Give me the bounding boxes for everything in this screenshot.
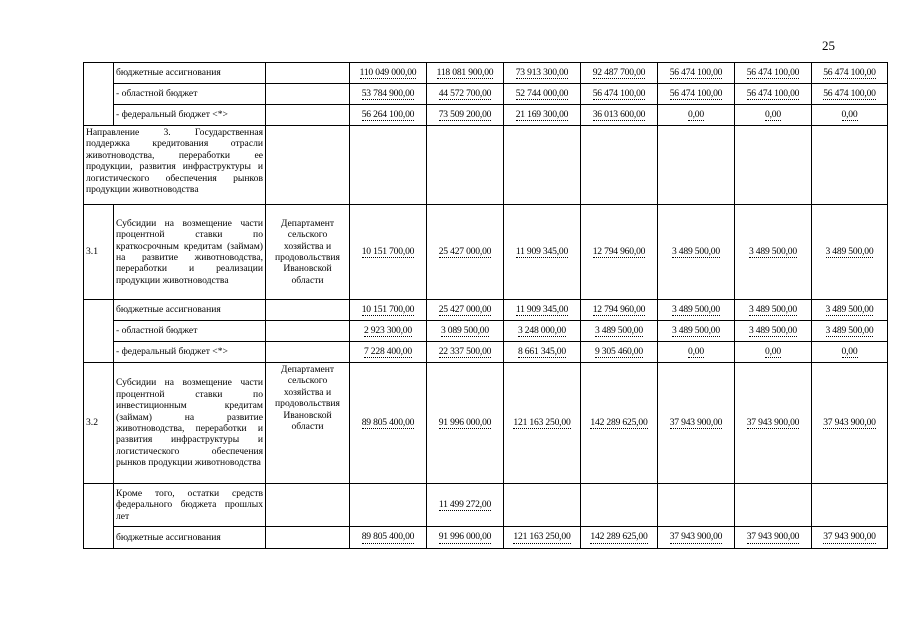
value-cell: 121 163 250,00 bbox=[504, 363, 581, 484]
value-cell: 0,00 bbox=[735, 105, 812, 126]
value-cell: 37 943 900,00 bbox=[812, 363, 888, 484]
table-row bbox=[84, 342, 888, 363]
value-cell bbox=[504, 126, 581, 205]
executor-cell bbox=[266, 300, 350, 321]
table-row bbox=[84, 300, 888, 321]
value-cell: 92 487 700,00 bbox=[581, 63, 658, 84]
value-cell: 21 169 300,00 bbox=[504, 105, 581, 126]
value-cell: 0,00 bbox=[658, 105, 735, 126]
value-cell: 91 996 000,00 bbox=[427, 527, 504, 549]
value-cell: 3 248 000,00 bbox=[504, 321, 581, 342]
value-cell: 91 996 000,00 bbox=[427, 363, 504, 484]
table-row bbox=[84, 484, 888, 527]
table-row bbox=[84, 84, 888, 105]
value-cell: 10 151 700,00 bbox=[350, 205, 427, 300]
row-label: - областной бюджет bbox=[114, 321, 266, 342]
executor-cell bbox=[266, 484, 350, 527]
row-label: бюджетные ассигнования bbox=[114, 527, 266, 549]
value-cell: 0,00 bbox=[812, 342, 888, 363]
value-cell: 10 151 700,00 bbox=[350, 300, 427, 321]
table-row bbox=[84, 63, 888, 84]
table-row bbox=[84, 321, 888, 342]
value-cell: 56 474 100,00 bbox=[735, 63, 812, 84]
executor-cell bbox=[266, 126, 350, 205]
value-cell: 11 909 345,00 bbox=[504, 205, 581, 300]
executor-cell bbox=[266, 84, 350, 105]
row-label: - федеральный бюджет <*> bbox=[114, 342, 266, 363]
row-label: Субсидии на возмещение части процентной ставки по инвестиционным кредитам (займам) на развитие животноводства, переработки и развития инфраструктуры и логистического обеспечения рынков продукции животноводства bbox=[114, 363, 266, 484]
executor-cell bbox=[266, 527, 350, 549]
value-cell: 118 081 900,00 bbox=[427, 63, 504, 84]
value-cell: 73 509 200,00 bbox=[427, 105, 504, 126]
direction-row bbox=[84, 126, 888, 205]
table-row bbox=[84, 105, 888, 126]
value-cell bbox=[735, 484, 812, 527]
value-cell: 89 805 400,00 bbox=[350, 527, 427, 549]
value-cell: 12 794 960,00 bbox=[581, 205, 658, 300]
value-cell: 89 805 400,00 bbox=[350, 363, 427, 484]
row-label: Субсидии на возмещение части процентной ставки по краткосрочным кредитам (займам) на развитие животноводства, переработки и реализации продукции животноводства bbox=[114, 205, 266, 300]
table-row bbox=[84, 527, 888, 549]
row-label: - областной бюджет bbox=[114, 84, 266, 105]
value-cell bbox=[350, 126, 427, 205]
value-cell bbox=[581, 126, 658, 205]
table-row bbox=[84, 363, 888, 484]
value-cell: 3 089 500,00 bbox=[427, 321, 504, 342]
row-index: 3.2 bbox=[84, 363, 114, 484]
value-cell: 52 744 000,00 bbox=[504, 84, 581, 105]
value-cell: 142 289 625,00 bbox=[581, 527, 658, 549]
direction-label: Направление 3. Государственная поддержка кредитования отрасли животноводства, переработки ее продукции, развития инфраструктуры и логистического обеспечения рынков продукции животноводства bbox=[84, 126, 266, 205]
value-cell: 56 474 100,00 bbox=[658, 84, 735, 105]
index-cell bbox=[84, 300, 114, 363]
row-label: - федеральный бюджет <*> bbox=[114, 105, 266, 126]
value-cell bbox=[812, 126, 888, 205]
value-cell: 3 489 500,00 bbox=[658, 205, 735, 300]
value-cell bbox=[504, 484, 581, 527]
value-cell: 2 923 300,00 bbox=[350, 321, 427, 342]
value-cell: 11 499 272,00 bbox=[427, 484, 504, 527]
value-cell: 110 049 000,00 bbox=[350, 63, 427, 84]
value-cell bbox=[350, 484, 427, 527]
value-cell bbox=[735, 126, 812, 205]
value-cell: 3 489 500,00 bbox=[735, 205, 812, 300]
budget-table bbox=[83, 62, 888, 549]
value-cell: 56 474 100,00 bbox=[735, 84, 812, 105]
value-cell bbox=[658, 484, 735, 527]
value-cell: 3 489 500,00 bbox=[735, 321, 812, 342]
value-cell: 25 427 000,00 bbox=[427, 300, 504, 321]
value-cell: 3 489 500,00 bbox=[658, 321, 735, 342]
executor-cell bbox=[266, 342, 350, 363]
table-row bbox=[84, 205, 888, 300]
value-cell: 3 489 500,00 bbox=[581, 321, 658, 342]
row-label: бюджетные ассигнования bbox=[114, 300, 266, 321]
value-cell: 73 913 300,00 bbox=[504, 63, 581, 84]
value-cell: 22 337 500,00 bbox=[427, 342, 504, 363]
value-cell: 53 784 900,00 bbox=[350, 84, 427, 105]
executor-cell: Департамент сельского хозяйства и продовольствия Ивановской области bbox=[266, 363, 350, 484]
value-cell: 121 163 250,00 bbox=[504, 527, 581, 549]
index-cell bbox=[84, 63, 114, 126]
row-label: бюджетные ассигнования bbox=[114, 63, 266, 84]
value-cell: 7 228 400,00 bbox=[350, 342, 427, 363]
value-cell: 0,00 bbox=[735, 342, 812, 363]
value-cell: 56 474 100,00 bbox=[658, 63, 735, 84]
value-cell bbox=[658, 126, 735, 205]
executor-cell bbox=[266, 321, 350, 342]
value-cell: 37 943 900,00 bbox=[658, 527, 735, 549]
value-cell: 37 943 900,00 bbox=[812, 527, 888, 549]
value-cell: 37 943 900,00 bbox=[658, 363, 735, 484]
value-cell bbox=[427, 126, 504, 205]
row-label: Кроме того, остатки средств федерального бюджета прошлых лет bbox=[114, 484, 266, 527]
value-cell: 142 289 625,00 bbox=[581, 363, 658, 484]
value-cell: 56 264 100,00 bbox=[350, 105, 427, 126]
index-cell bbox=[84, 484, 114, 549]
value-cell: 3 489 500,00 bbox=[812, 205, 888, 300]
value-cell: 3 489 500,00 bbox=[812, 321, 888, 342]
executor-cell bbox=[266, 105, 350, 126]
value-cell bbox=[581, 484, 658, 527]
executor-cell bbox=[266, 63, 350, 84]
value-cell: 37 943 900,00 bbox=[735, 527, 812, 549]
value-cell: 0,00 bbox=[812, 105, 888, 126]
value-cell: 56 474 100,00 bbox=[812, 63, 888, 84]
value-cell: 44 572 700,00 bbox=[427, 84, 504, 105]
value-cell: 36 013 600,00 bbox=[581, 105, 658, 126]
value-cell: 3 489 500,00 bbox=[735, 300, 812, 321]
value-cell: 56 474 100,00 bbox=[812, 84, 888, 105]
value-cell: 12 794 960,00 bbox=[581, 300, 658, 321]
row-index: 3.1 bbox=[84, 205, 114, 300]
value-cell: 3 489 500,00 bbox=[812, 300, 888, 321]
value-cell: 11 909 345,00 bbox=[504, 300, 581, 321]
value-cell: 8 661 345,00 bbox=[504, 342, 581, 363]
page-number: 25 bbox=[822, 38, 835, 53]
value-cell: 25 427 000,00 bbox=[427, 205, 504, 300]
value-cell: 37 943 900,00 bbox=[735, 363, 812, 484]
value-cell: 3 489 500,00 bbox=[658, 300, 735, 321]
value-cell: 9 305 460,00 bbox=[581, 342, 658, 363]
value-cell bbox=[812, 484, 888, 527]
executor-cell: Департамент сельского хозяйства и продовольствия Ивановской области bbox=[266, 205, 350, 300]
value-cell: 56 474 100,00 bbox=[581, 84, 658, 105]
value-cell: 0,00 bbox=[658, 342, 735, 363]
